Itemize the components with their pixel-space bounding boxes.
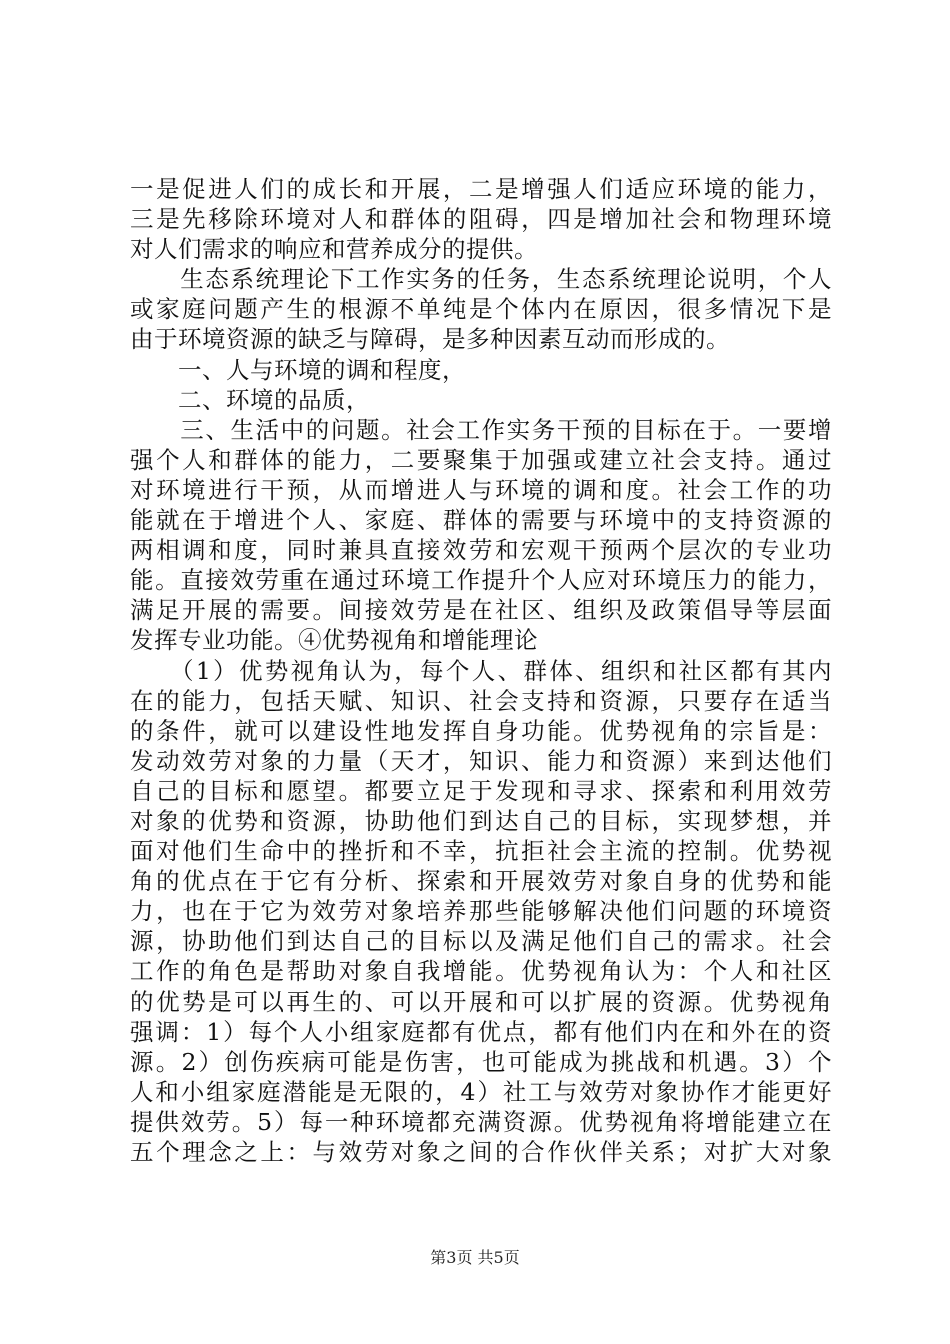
body-text: [130, 174, 832, 1167]
text-line: 三、生活中的问题。社会工作实务干预的目标在于。一要增: [130, 415, 832, 444]
text-line: 工作的角色是帮助对象自我增能。优势视角认为：个人和社区: [130, 957, 832, 986]
text-line: 强个人和群体的能力，二要聚集于加强或建立社会支持。通过: [130, 445, 832, 474]
text-line: 对环境进行干预，从而增进人与环境的调和度。社会工作的功: [130, 475, 832, 504]
text-line: 的优势是可以再生的、可以开展和可以扩展的资源。优势视角: [130, 987, 832, 1016]
text-line: 两相调和度，同时兼具直接效劳和宏观干预两个层次的专业功: [130, 536, 832, 565]
text-line: 强调：1）每个人小组家庭都有优点，都有他们内在和外在的资: [130, 1017, 832, 1046]
text-line: 面对他们生命中的挫折和不幸，抗拒社会主流的控制。优势视: [130, 837, 832, 866]
text-line: 或家庭问题产生的根源不单纯是个体内在原因，很多情况下是: [130, 295, 832, 324]
text-line: 源。2）创伤疾病可能是伤害，也可能成为挑战和机遇。3）个: [130, 1047, 832, 1076]
text-line: 对象的优势和资源，协助他们到达自己的目标，实现梦想，并: [130, 806, 832, 835]
text-line: 能就在于增进个人、家庭、群体的需要与环境中的支持资源的: [130, 506, 832, 535]
text-line: 自己的目标和愿望。都要立足于发现和寻求、探索和利用效劳: [130, 776, 832, 805]
text-line: 提供效劳。5）每一种环境都充满资源。优势视角将增能建立在: [130, 1107, 832, 1136]
text-line: 人和小组家庭潜能是无限的，4）社工与效劳对象协作才能更好: [130, 1077, 832, 1106]
text-line: 在的能力，包括天赋、知识、社会支持和资源，只要存在适当: [130, 686, 832, 715]
text-line: 一、人与环境的调和程度，: [130, 355, 466, 384]
text-line: 五个理念之上：与效劳对象之间的合作伙伴关系；对扩大对象: [130, 1138, 832, 1166]
text-line: 满足开展的需要。间接效劳是在社区、组织及政策倡导等层面: [130, 596, 832, 625]
text-line: 一是促进人们的成长和开展，二是增强人们适应环境的能力，: [130, 175, 832, 203]
text-line: 发动效劳对象的力量（天才，知识、能力和资源）来到达他们: [130, 746, 832, 775]
text-line: 三是先移除环境对人和群体的阻碍，四是增加社会和物理环境: [130, 205, 832, 234]
text-line: 发挥专业功能。④优势视角和增能理论: [130, 626, 538, 655]
text-line: 的条件，就可以建设性地发挥自身功能。优势视角的宗旨是：: [130, 716, 832, 745]
text-line: 角的优点在于它有分析、探索和开展效劳对象自身的优势和能: [130, 867, 832, 896]
text-line: 能。直接效劳重在通过环境工作提升个人应对环境压力的能力，: [130, 566, 832, 595]
text-line: 由于环境资源的缺乏与障碍，是多种因素互动而形成的。: [130, 325, 730, 354]
text-line: （1）优势视角认为，每个人、群体、组织和社区都有其内: [130, 656, 832, 685]
text-line: 力，也在于它为效劳对象培养那些能够解决他们问题的环境资: [130, 897, 832, 926]
text-line: 二、环境的品质，: [130, 385, 370, 414]
text-line: 对人们需求的响应和营养成分的提供。: [130, 235, 538, 264]
text-line: 生态系统理论下工作实务的任务，生态系统理论说明，个人: [130, 265, 832, 294]
text-line: 源，协助他们到达自己的目标以及满足他们自己的需求。社会: [130, 927, 832, 956]
page-number-footer: 第3页 共5页: [430, 1248, 520, 1267]
